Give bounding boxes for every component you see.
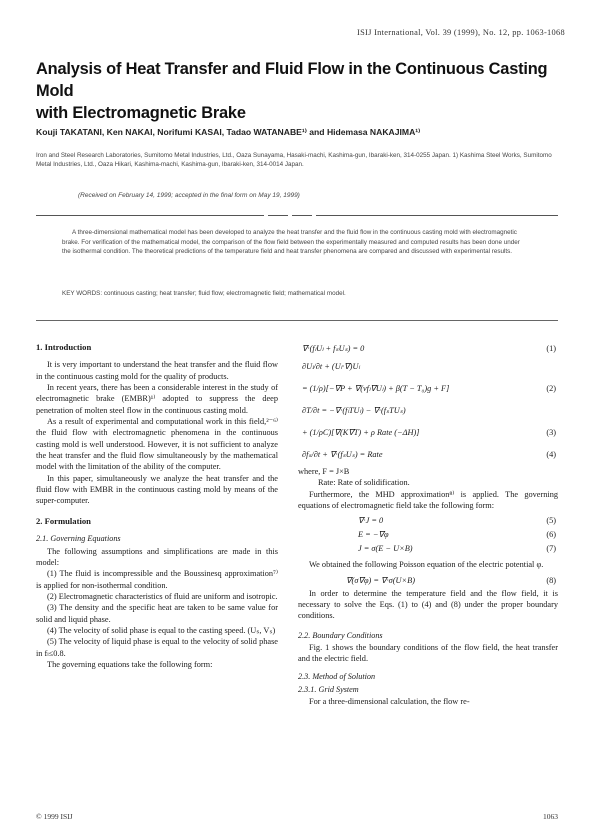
equation-number: (1) — [546, 344, 556, 353]
equation-body: ∂fₛ/∂t + ∇·(fₛUₛ) = Rate — [302, 450, 383, 459]
title-line-2: with Electromagnetic Brake — [36, 104, 246, 122]
author-list: Kouji TAKATANI, Ken NAKAI, Norifumi KASAI, Tadao WATANABE¹⁾ and Hidemasa NAKAJIMA¹⁾ — [36, 127, 421, 137]
equation-number: (4) — [546, 450, 556, 459]
title-line-1: Analysis of Heat Transfer and Fluid Flow in the Continuous Casting Mold — [36, 60, 548, 100]
equation-body: ∂T/∂t = −∇·(fₗTUₗ) − ∇·(fₛTUₛ) — [302, 406, 406, 415]
paragraph: (1) The fluid is incompressible and the Boussinesq approximation⁷⁾ is applied for non-isothermal condition. — [36, 569, 278, 590]
equation-body: E = −∇φ — [358, 530, 389, 540]
separator-rule — [36, 215, 264, 216]
paragraph: For a three-dimensional calculation, the flow re- — [309, 697, 470, 707]
equation-body: = (1/ρ)[−∇P + ∇(νfₗ∇Uₗ) + β(T − T₀)g + F] — [302, 384, 450, 393]
paragraph: In recent years, there has been a considerable interest in the study of electromagnetic brake (EMBR)¹⁾ adopted to suppress the deep penetration of molten steel flow in the continuous casting mold. — [36, 383, 278, 415]
abstract-divider — [36, 320, 558, 321]
journal-citation: ISIJ International, Vol. 39 (1999), No. 12, pp. 1063-1068 — [356, 28, 565, 37]
equation-2b — [298, 378, 558, 400]
section-heading-formulation: 2. Formulation — [36, 515, 91, 526]
separator-rule — [316, 215, 558, 216]
equation-body: ∇·(fₗUₗ + fₛUₛ) = 0 — [302, 344, 365, 353]
abstract: A three-dimensional mathematical model has been developed to analyze the heat transfer and the fluid flow in the continuous casting mold with electromagnetic brake. For verification of the mathematical model, the comparison of the flow field between the experimentally measured and computed results has been done under the isothermal condition. The theoretical predictions of the temperature field and heat transfer phenomena are compared and discussed with experimental results. — [62, 229, 520, 256]
subsection-heading-governing-equations: 2.1. Governing Equations — [36, 534, 121, 544]
separator-rule — [292, 215, 312, 216]
paper-title — [36, 58, 556, 124]
equation-number: (3) — [546, 428, 556, 437]
equation-body: ∇·J = 0 — [358, 516, 384, 526]
where-clause: where, F = J×B — [298, 467, 350, 476]
left-column — [36, 342, 278, 670]
copyright-footer: © 1999 ISIJ — [36, 812, 73, 821]
equation-number: (6) — [546, 530, 556, 540]
paragraph: The following assumptions and simplifications are made in this model: — [36, 546, 278, 567]
paragraph: Furthermore, the MHD approximation⁸⁾ is applied. The governing equations of electromagnetic field take the following form: — [298, 489, 558, 511]
equation-number: (2) — [546, 384, 556, 393]
equation-3b — [298, 422, 558, 444]
equation-3a — [298, 400, 558, 422]
rate-definition: Rate: Rate of solidification. — [318, 478, 410, 488]
subsubsection-heading-grid-system: 2.3.1. Grid System — [298, 685, 359, 695]
paragraph: Fig. 1 shows the boundary conditions of the flow field, the heat transfer and the electric field. — [298, 643, 558, 664]
subsection-heading-method-of-solution: 2.3. Method of Solution — [298, 671, 376, 681]
equation-8 — [298, 574, 558, 588]
equation-1 — [298, 342, 558, 356]
equation-body: ∇(σ∇φ) = ∇·σ(U×B) — [346, 575, 415, 585]
paragraph: We obtained the following Poisson equation of the electric potential φ. — [309, 560, 544, 570]
equation-number: (5) — [546, 516, 556, 526]
equation-body: J = σ(E − U×B) — [358, 544, 413, 554]
right-column — [298, 342, 558, 708]
paragraph: (2) Electromagnetic characteristics of fluid are uniform and isotropic. — [47, 591, 278, 601]
equation-5 — [298, 514, 558, 528]
paragraph: In order to determine the temperature field and the flow field, it is necessary to solve the Eqs. (1) to (4) and (8) under the proper boundary conditions. — [298, 588, 558, 621]
section-heading-introduction: 1. Introduction — [36, 342, 92, 352]
equation-number: (7) — [546, 544, 556, 554]
affiliations: Iron and Steel Research Laboratories, Sumitomo Metal Industries, Ltd., Oaza Sunayama, Hasaki-machi, Kashima-gun, Ibaraki-ken, 314-0255 Japan. 1) Kashima Steel Works, Sumitomo Metal Industries, Ltd., Oaza Hikari, Kashima-machi, Kashima-gun, Ibaraki-ken, 314-0014 Japan. — [36, 152, 552, 169]
page-number: 1063 — [543, 812, 558, 821]
paragraph: (3) The density and the specific heat are taken to be same value for solid and liquid phase. — [36, 603, 278, 624]
keywords: KEY WORDS: continuous casting; heat transfer; fluid flow; electromagnetic field; mathematical model. — [62, 290, 346, 297]
equation-7 — [298, 542, 558, 556]
equation-body: ∂Uₗ/∂t + (Uₗ·∇)Uₗ — [302, 362, 360, 371]
received-date: (Received on February 14, 1999; accepted in the final form on May 19, 1999) — [78, 192, 300, 199]
equation-2a — [298, 356, 558, 378]
paragraph: It is very important to understand the heat transfer and the fluid flow in the continuous casting mold for the quality of products. — [36, 360, 278, 381]
paragraph: (4) The velocity of solid phase is equal to the casting speed. (Uₛ, Vₛ) — [47, 625, 276, 635]
separator-rule — [268, 215, 288, 216]
paragraph: As a result of experimental and computational work in this field,²⁻⁶⁾ the fluid flow with electromagnetic phenomena in the continuous casting mold is well understood. However, it is not sufficient to analyze the heat transfer and the fluid flow simultaneously by the mathematical model with the limitation of the ability of the computer. — [36, 417, 278, 472]
equation-body: + (1/ρC)[∇(K∇T) + ρ Rate (−ΔH)] — [302, 428, 420, 437]
equation-6 — [298, 528, 558, 542]
equation-4 — [298, 444, 558, 466]
paragraph: In this paper, simultaneously we analyze the heat transfer and the fluid flow with EMBR in the continuous casting mold by means of the super-computer. — [36, 473, 278, 506]
equation-number: (8) — [546, 575, 556, 585]
paragraph: The governing equations take the following form: — [47, 659, 213, 669]
paragraph: (5) The velocity of liquid phase is equal to the velocity of solid phase in fₗ≤0.8. — [36, 637, 278, 658]
subsection-heading-boundary-conditions: 2.2. Boundary Conditions — [298, 630, 383, 640]
